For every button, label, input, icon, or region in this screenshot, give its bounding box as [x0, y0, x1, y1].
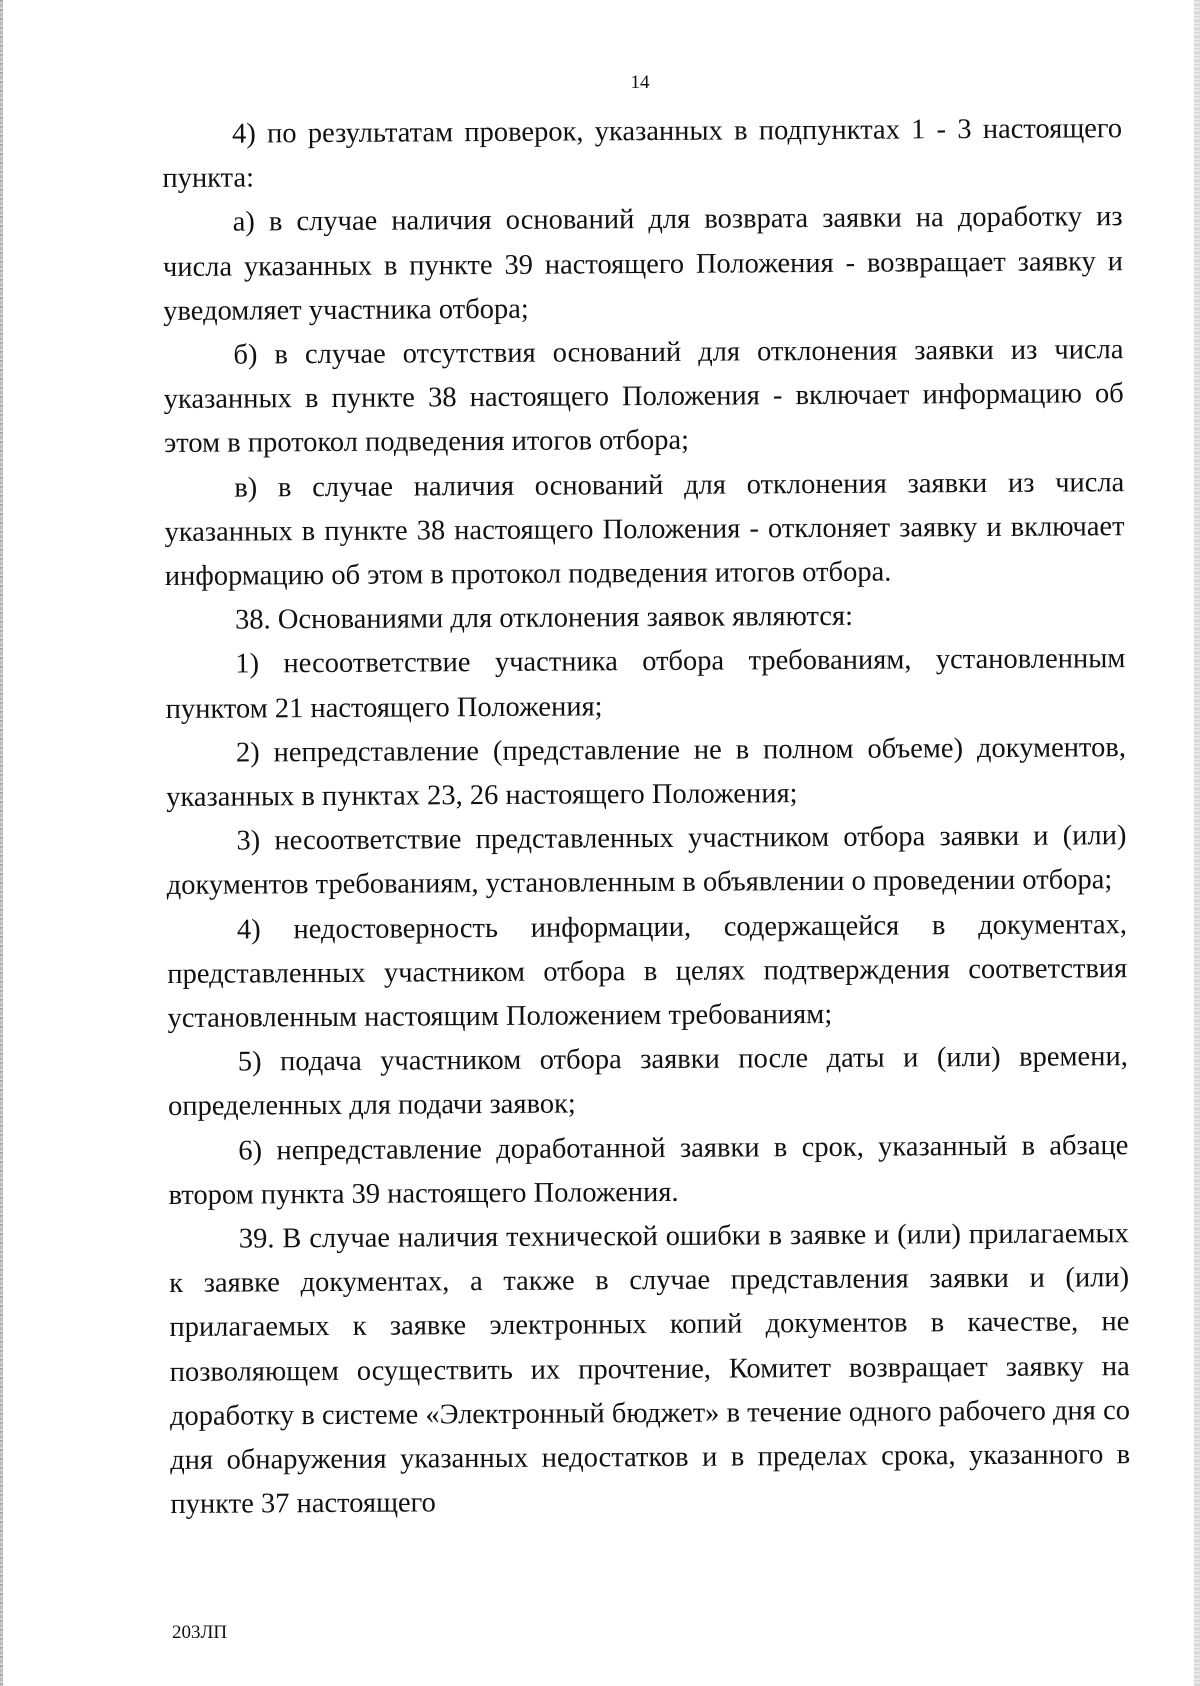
paragraph-b-no-rejection-grounds: б) в случае отсутствия оснований для отклонения заявки из числа указанных в пункте 38 настоящего Положения - включает информацию об этом в протокол подведения итогов отбора;	[163, 334, 1124, 460]
document-code: 203ЛП	[172, 1622, 228, 1643]
paragraph-38-item-6: 6) непредставление доработанной заявки в срок, указанный в абзаце втором пункта 39 настоящего Положения.	[168, 1129, 1129, 1211]
page-number: 14	[630, 72, 650, 93]
paragraph-38-item-3: 3) несоответствие представленных участником отбора заявки и (или) документов требованиям, установленным в объявлении о проведении отбора;	[166, 820, 1127, 902]
scan-edge-right	[1194, 0, 1200, 1686]
paragraph-38-item-2: 2) непредставление (представление не в полном объеме) документов, указанных в пунктах 23, 26 настоящего Положения;	[166, 731, 1126, 814]
document-body	[162, 107, 1131, 1527]
paragraph-38-item-1: 1) несоответствие участника отбора требованиям, установленным пунктом 21 настоящего Положения;	[165, 643, 1126, 725]
paragraph-v-rejection-grounds: в) в случае наличия оснований для отклонения заявки из числа указанных в пункте 38 настоящего Положения - отклоняет заявку и включает информацию об этом в протокол подведения итогов отбора.	[164, 466, 1125, 593]
paragraph-a-return-grounds: а) в случае наличия оснований для возврата заявки на доработку из числа указанных в пункте 39 настоящего Положения - возвращает заявку и уведомляет участника отбора;	[162, 201, 1124, 327]
paragraph-39: 39. В случае наличия технической ошибки в заявке и (или) прилагаемых к заявке документах, а также в случае представления заявки и (или) прилагаемых к заявке электронных копий документов в качестве, не позволяющем осуществить их прочтение, Комитет возвращает заявку на доработку в системе «Электронный бюджет» в течение одного рабочего дня со дня обнаружения указанных недостатков и в пределах срока, указанного в пункте 37 настоящего	[169, 1218, 1131, 1521]
paragraph-4-check-results: 4) по результатам проверок, указанных в подпунктах 1 - 3 настоящего пункта:	[162, 113, 1123, 195]
scan-edge-left	[0, 0, 3, 1686]
paragraph-38-item-5: 5) подача участником отбора заявки после даты и (или) времени, определенных для подачи заявок;	[167, 1041, 1128, 1123]
paragraph-38-heading: 38. Основаниями для отклонения заявок являются:	[235, 601, 854, 636]
paragraph-38-item-4: 4) недостоверность информации, содержащейся в документах, представленных участником отбора в целях подтверждения соответствия установленным настоящим Положением требованиям;	[167, 908, 1128, 1035]
